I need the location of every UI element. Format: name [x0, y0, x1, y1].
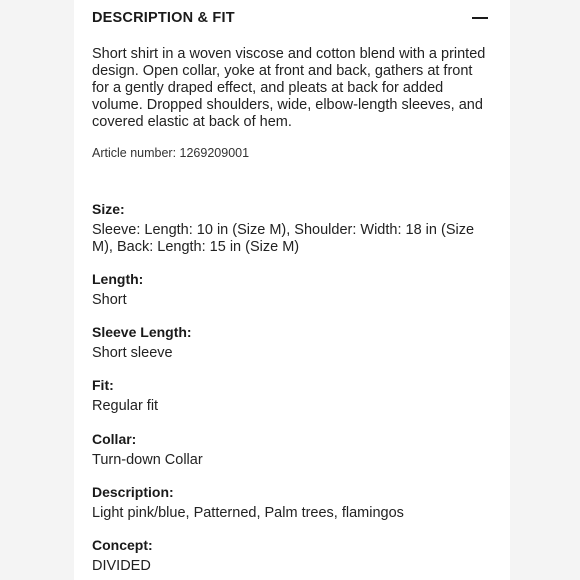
- attribute-size: [92, 201, 484, 256]
- attribute-label: Collar:: [92, 431, 137, 447]
- section-header[interactable]: [92, 8, 490, 30]
- attribute-value: Short: [92, 292, 127, 308]
- attribute-label: Fit:: [92, 377, 114, 393]
- attribute-label: Size:: [92, 201, 125, 217]
- attribute-label: Length:: [92, 271, 144, 287]
- attribute-length: [92, 271, 484, 309]
- collapse-button[interactable]: [470, 8, 490, 28]
- attribute-value: Regular fit: [92, 398, 159, 414]
- attribute-value: DIVIDED: [92, 558, 151, 574]
- minus-icon: [472, 17, 488, 19]
- attribute-value: Sleeve: Length: 10 in (Size M), Shoulder: Width: 18 in (Size M), Back: Length: 15 in (Size M): [92, 222, 475, 255]
- attribute-description: [92, 484, 484, 522]
- attribute-concept: [92, 537, 484, 575]
- attribute-collar: [92, 431, 484, 469]
- product-description: Short shirt in a woven viscose and cotton blend with a printed design. Open collar, yoke at front and back, gathers at front for a gently draped effect, and pleats at back for added volume. Dropped shoulders, wide, elbow-length sleeves, and covered elastic at back of hem.: [92, 46, 486, 130]
- section-title: DESCRIPTION & FIT: [92, 10, 235, 26]
- attribute-value: Turn-down Collar: [92, 452, 203, 468]
- attribute-value: Light pink/blue, Patterned, Palm trees, flamingos: [92, 505, 404, 521]
- article-number: Article number: 1269209001: [92, 146, 250, 160]
- attribute-sleeve-length: [92, 324, 484, 362]
- attribute-value: Short sleeve: [92, 345, 173, 361]
- attribute-label: Sleeve Length:: [92, 324, 192, 340]
- attribute-fit: [92, 377, 484, 415]
- attribute-label: Description:: [92, 484, 174, 500]
- attribute-label: Concept:: [92, 537, 153, 553]
